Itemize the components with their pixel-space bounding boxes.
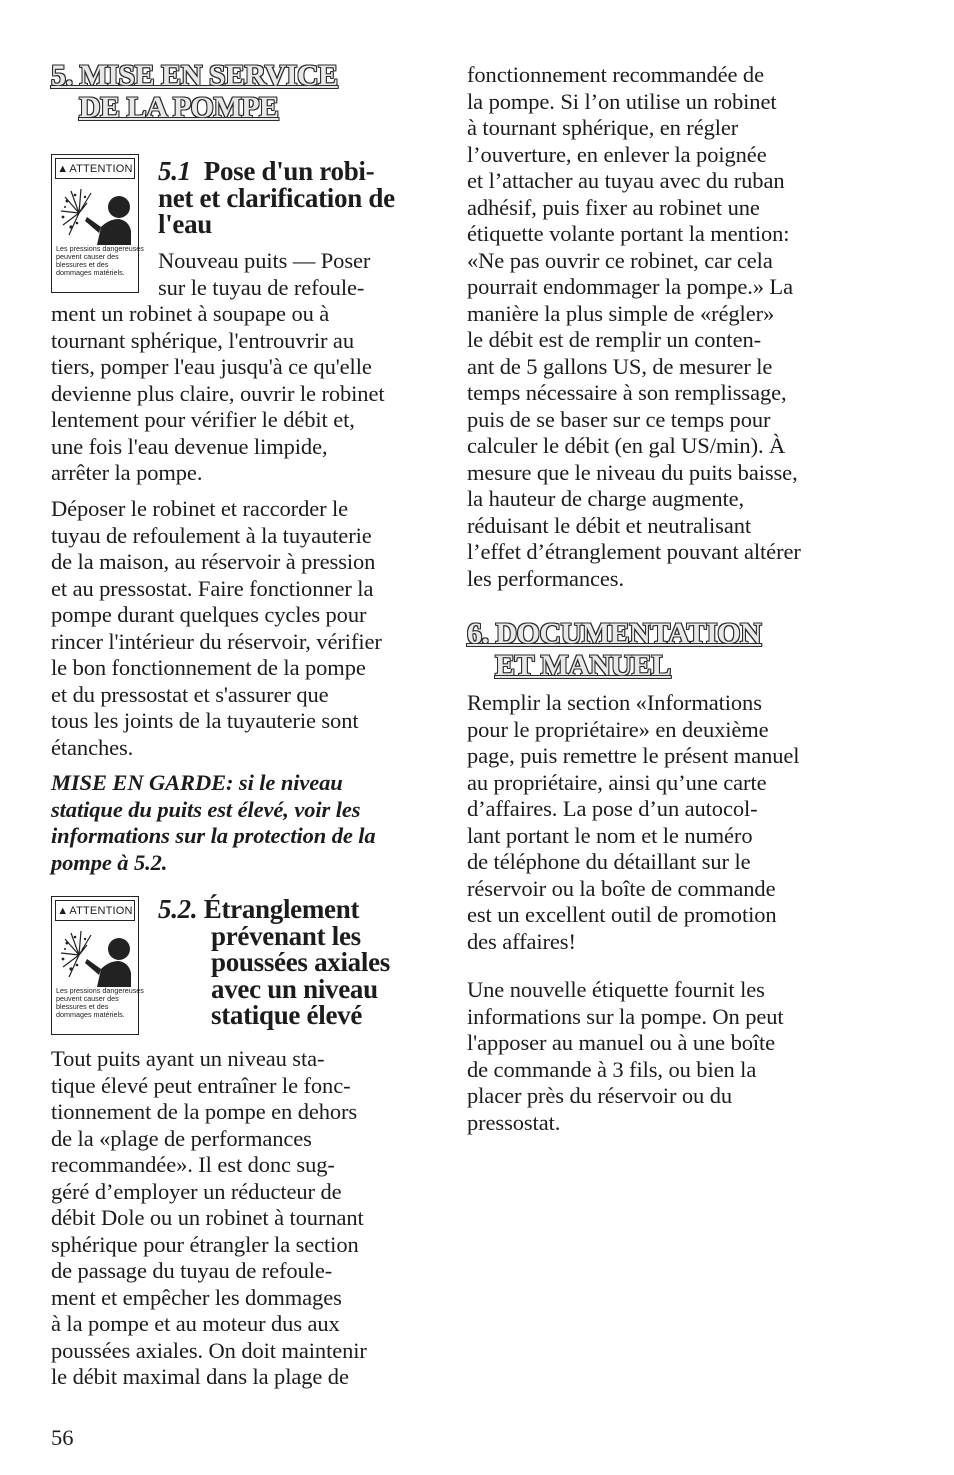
text-line: placer près du réservoir ou du [467, 1083, 733, 1108]
text-line: lant portant le nom et le numéro [467, 822, 753, 848]
text-line: tournant sphérique, l'entrouvrir au [51, 327, 354, 353]
section-5-title-line2: DE LA POMPE [79, 91, 279, 124]
caution-note [51, 770, 431, 876]
text-line: tionnement de la pompe en dehors [51, 1099, 358, 1124]
text-line: poussées axiales. On doit maintenir [51, 1337, 367, 1363]
text-line: Tout puits ayant un niveau sta- [51, 1046, 325, 1071]
section-6-title-line1: 6. DOCUMENTATION [467, 617, 762, 650]
text-line: le débit est de remplir un conten- [467, 327, 762, 352]
text-line: étiquette volante portant la mention: [467, 221, 790, 246]
text-line: de téléphone du détaillant sur le [467, 849, 751, 874]
text-line: des affaires! [467, 928, 576, 954]
text-line: adhésif, puis fixer au robinet une [467, 194, 760, 220]
text-line: pompe durant quelques cycles pour [51, 602, 367, 627]
text-line: l’effet d’étranglement pouvant altérer [467, 539, 801, 564]
warning-label-2 [51, 896, 144, 1035]
text-line: et du pressostat et s'assurer que [51, 681, 329, 707]
warning-header [55, 158, 135, 179]
warning-header-text: ATTENTION [69, 904, 133, 917]
text-line: réservoir ou la boîte de commande [467, 875, 776, 901]
text-line: le bon fonctionnement de la pompe [51, 655, 366, 680]
text-line: ment et empêcher les dommages [51, 1284, 342, 1310]
subsection-5-2-number: 5.2. [158, 894, 198, 924]
text-line: l’ouverture, en enlever la poignée [467, 141, 767, 167]
text-line: d’affaires. La pose d’un autocol- [467, 796, 758, 821]
subsection-5-2-title-line: Étranglement [203, 894, 360, 924]
text-line: sphérique pour étrangler la section [51, 1231, 359, 1257]
text-line: et l’attacher au tuyau avec du ruban [467, 168, 785, 193]
subsection-5-2-heading [158, 896, 428, 1029]
subsection-5-2-title-line: prévenant les [211, 920, 361, 951]
subsection-5-1-title-line: net et clarification de [158, 182, 395, 213]
warning-header-text: ATTENTION [69, 162, 133, 175]
section-6-paragraph-1 [467, 690, 847, 955]
warning-caption-line: peuvent causer des [56, 252, 119, 261]
warning-triangle-icon: ▲ [57, 904, 69, 917]
text-line: pour le propriétaire» en deuxième [467, 716, 769, 742]
subsection-5-1-heading [158, 158, 428, 238]
text-line: rincer l'intérieur du réservoir, vérifier [51, 628, 382, 654]
subsection-5-1-title-line: l'eau [158, 209, 213, 239]
text-line: de passage du tuyau de refoule- [51, 1258, 333, 1283]
warning-caption-line: blessures et des [56, 260, 109, 269]
text-line: calculer le débit (en gal US/min). À [467, 433, 786, 458]
section-6-paragraph-2 [467, 977, 847, 1136]
warning-caption [56, 986, 144, 1019]
text-line: tiers, pomper l'eau jusqu'à ce qu'elle [51, 354, 372, 379]
warning-caption-line: peuvent causer des [56, 994, 119, 1003]
warning-caption-line: blessures et des [56, 1002, 109, 1011]
text-line: page, puis remettre le présent manuel [467, 743, 800, 768]
text-line: pressostat. [467, 1109, 561, 1135]
text-line: lentement pour vérifier le débit et, [51, 407, 355, 432]
text-line: l'apposer au manuel ou à une boîte [467, 1030, 776, 1055]
text-line: de la «plage de performances [51, 1125, 312, 1151]
text-line: au propriétaire, ainsi qu’une carte [467, 769, 767, 795]
warning-triangle-icon: ▲ [57, 162, 69, 175]
text-line: Nouveau puits — Poser [158, 248, 371, 273]
warning-caption-line: Les pressions dangereuses [56, 244, 144, 253]
subsection-5-1-paragraph-1 [51, 248, 431, 487]
text-line: ment un robinet à soupape ou à [51, 301, 330, 326]
text-line: la pompe. Si l’on utilise un robinet [467, 88, 777, 114]
text-line: la hauteur de charge augmente, [467, 486, 745, 511]
subsection-5-1-paragraph-2 [51, 496, 431, 761]
text-line: temps nécessaire à son remplissage, [467, 380, 787, 405]
text-line: Une nouvelle étiquette fournit les [467, 977, 765, 1002]
section-6-title-line2: ET MANUEL [495, 649, 671, 682]
page-number: 56 [51, 1425, 74, 1450]
text-line: Remplir la section «Informations [467, 690, 762, 715]
text-line: de commande à 3 fils, ou bien la [467, 1056, 757, 1082]
subsection-5-2-paragraph [51, 1046, 431, 1391]
text-line: arrêter la pompe. [51, 460, 203, 485]
text-line: «Ne pas ouvrir ce robinet, car cela [467, 247, 773, 273]
explosion-hazard-icon [57, 183, 133, 245]
text-line: étanches. [51, 734, 134, 760]
warning-caption-line: Les pressions dangereuses [56, 986, 144, 995]
section-6-title [467, 618, 867, 682]
section-5-title [51, 60, 431, 124]
right-column-continued-paragraph [467, 62, 847, 592]
text-line: une fois l'eau devenue limpide, [51, 433, 328, 459]
text-line: tuyau de refoulement à la tuyauterie [51, 522, 372, 548]
text-line: recommandée». Il est donc sug- [51, 1152, 335, 1177]
subsection-5-2-title-line: avec un niveau [211, 973, 378, 1004]
subsection-5-2-title-line: statique élevé [211, 1000, 363, 1030]
text-line: pompe à 5.2. [51, 849, 168, 875]
text-line: les performances. [467, 565, 624, 591]
text-line: sur le tuyau de refoule- [158, 274, 365, 300]
text-line: réduisant le débit et neutralisant [467, 512, 752, 538]
text-line: est un excellent outil de promotion [467, 902, 777, 927]
warning-caption-line: dommages matériels. [56, 268, 125, 277]
subsection-5-2-title-line: poussées axiales [211, 947, 390, 977]
text-line: ant de 5 gallons US, de mesurer le [467, 353, 773, 379]
text-line: pourrait endommager la pompe.» La [467, 274, 793, 299]
left-column [51, 60, 431, 124]
subsection-5-1-title-line: Pose d'un robi- [203, 156, 375, 186]
text-line: à la pompe et au moteur dus aux [51, 1311, 340, 1336]
text-line: statique du puits est élevé, voir les [51, 796, 361, 822]
explosion-hazard-icon [57, 925, 133, 987]
subsection-5-1-number: 5.1 [158, 156, 191, 186]
text-line: débit Dole ou un robinet à tournant [51, 1205, 364, 1230]
text-line: et au pressostat. Faire fonctionner la [51, 575, 374, 601]
warning-caption-line: dommages matériels. [56, 1010, 125, 1019]
text-line: informations sur la pompe. On peut [467, 1003, 784, 1029]
text-line: devienne plus claire, ouvrir le robinet [51, 380, 385, 406]
text-line: tous les joints de la tuyauterie sont [51, 708, 359, 733]
text-line: puis de se baser sur ce temps pour [467, 406, 771, 432]
text-line: MISE EN GARDE: si le niveau [51, 770, 343, 795]
text-line: de la maison, au réservoir à pression [51, 549, 376, 574]
text-line: Déposer le robinet et raccorder le [51, 496, 349, 521]
text-line: géré d’employer un réducteur de [51, 1178, 342, 1204]
text-line: tique élevé peut entraîner le fonc- [51, 1072, 351, 1098]
text-line: à tournant sphérique, en régler [467, 115, 739, 140]
text-line: informations sur la protection de la [51, 823, 376, 848]
text-line: le débit maximal dans la plage de [51, 1364, 349, 1389]
text-line: mesure que le niveau du puits baisse, [467, 459, 798, 485]
text-line: fonctionnement recommandée de [467, 62, 764, 87]
text-line: manière la plus simple de «régler» [467, 300, 775, 326]
section-5-title-line1: 5. MISE EN SERVICE [51, 59, 338, 92]
warning-header [55, 900, 135, 921]
